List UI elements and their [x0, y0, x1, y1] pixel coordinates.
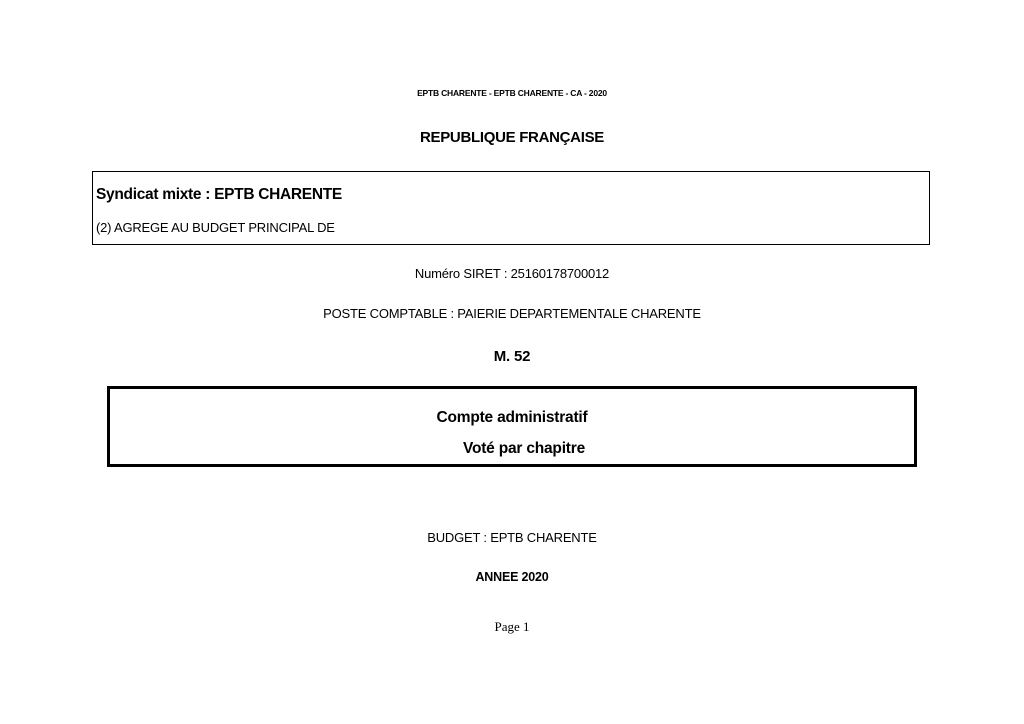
compte-title: Compte administratif: [436, 409, 588, 426]
document-header-line: EPTB CHARENTE - EPTB CHARENTE - CA - 2020: [417, 88, 607, 98]
nomenclature-label: M. 52: [493, 348, 531, 365]
page-number: Page 1: [494, 619, 530, 634]
siret-number: Numéro SIRET : 25160178700012: [414, 266, 610, 281]
budget-label: BUDGET : EPTB CHARENTE: [427, 530, 597, 545]
compte-subtitle: Voté par chapitre: [462, 440, 586, 457]
republic-heading: REPUBLIQUE FRANÇAISE: [419, 129, 604, 146]
syndicat-box: [92, 171, 930, 245]
compte-administratif-box: [107, 386, 917, 467]
poste-comptable: POSTE COMPTABLE : PAIERIE DEPARTEMENTALE CHARENTE: [323, 306, 701, 321]
syndicat-title: Syndicat mixte : EPTB CHARENTE: [96, 186, 342, 203]
syndicat-subtitle: (2) AGREGE AU BUDGET PRINCIPAL DE: [96, 220, 335, 235]
annee-label: ANNEE 2020: [475, 570, 549, 584]
